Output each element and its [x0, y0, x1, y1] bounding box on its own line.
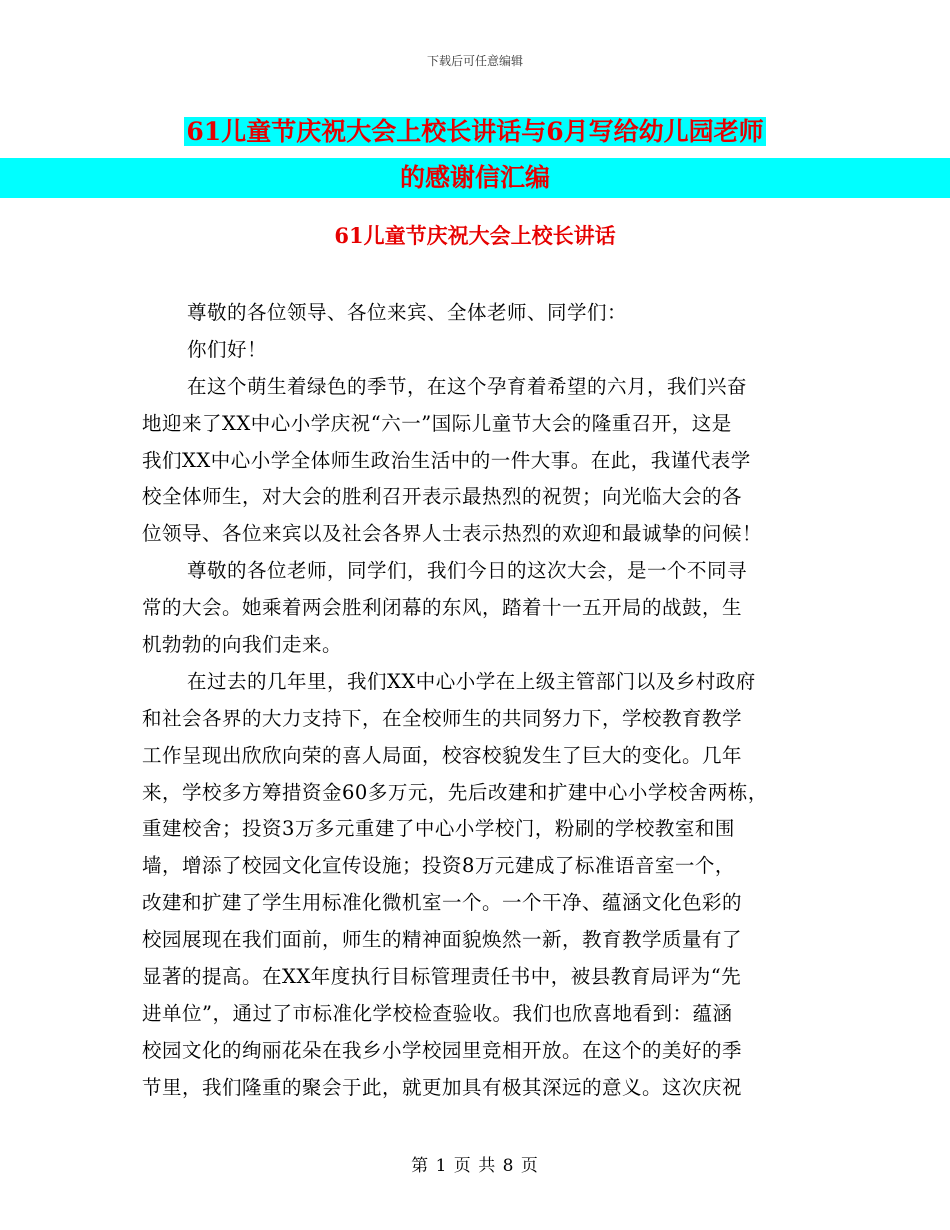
- document-title-line1: 61儿童节庆祝大会上校长讲话与6月写给幼儿园老师: [186, 117, 764, 146]
- paragraph-line: 你们好！: [187, 337, 268, 361]
- paragraph-line: 工作呈现出欣欣向荣的喜人局面，校容校貌发生了巨大的变化。几年: [142, 743, 743, 767]
- paragraph-line: 在这个萌生着绿色的季节，在这个孕育着希望的六月，我们兴奋: [187, 374, 748, 398]
- paragraph-line: 和社会各界的大力支持下，在全校师生的共同努力下，学校教育教学: [142, 706, 743, 730]
- paragraph-line: 尊敬的各位领导、各位来宾、全体老师、同学们：: [187, 301, 628, 324]
- body-text: [142, 295, 812, 1107]
- paragraph-line: 校全体师生，对大会的胜利召开表示最热烈的祝贺；向光临大会的各: [142, 485, 743, 509]
- paragraph-line: 进单位”，通过了市标准化学校检查验收。我们也欣喜地看到：蕴涵: [142, 1001, 733, 1025]
- page-header: 下载后可任意编辑: [426, 54, 523, 68]
- paragraph-line: 节里，我们隆重的聚会于此，就更加具有极其深远的意义。这次庆祝: [142, 1075, 743, 1099]
- paragraph-line: 校园文化的绚丽花朵在我乡小学校园里竞相开放。在这个的美好的季: [142, 1038, 743, 1062]
- paragraph-line: 机勃勃的向我们走来。: [142, 633, 343, 657]
- paragraph-line: 重建校舍；投资3万多元重建了中心小学校门，粉刷的学校教室和围: [142, 817, 735, 841]
- paragraph-line: 常的大会。她乘着两会胜利闭幕的东风，踏着十一五开局的战鼓，生: [142, 596, 743, 620]
- section-title: 61儿童节庆祝大会上校长讲话: [334, 223, 616, 248]
- paragraph-line: 改建和扩建了学生用标准化微机室一个。一个干净、蕴涵文化色彩的: [142, 891, 743, 915]
- paragraph-line: 来，学校多方筹措资金60多万元，先后改建和扩建中心小学校舍两栋，: [142, 780, 768, 804]
- paragraph-line: 显著的提高。在XX年度执行目标管理责任书中，被县教育局评为“先: [142, 965, 742, 989]
- paragraph-line: 地迎来了XX中心小学庆祝“六一”国际儿童节大会的隆重召开，这是: [142, 411, 732, 435]
- paragraph-line: 位领导、各位来宾以及社会各界人士表示热烈的欢迎和最诚挚的问候！: [142, 522, 763, 546]
- paragraph-line: 尊敬的各位老师，同学们，我们今日的这次大会，是一个不同寻: [187, 559, 748, 583]
- document-title-line2: 的感谢信汇编: [399, 163, 550, 192]
- document-title: [0, 112, 950, 198]
- paragraph-line: 墙，增添了校园文化宣传设施；投资8万元建成了标准语音室一个，: [142, 854, 735, 878]
- paragraph-line: 我们XX中心小学全体师生政治生活中的一件大事。在此，我谨代表学: [142, 448, 751, 472]
- paragraph-line: 校园展现在我们面前，师生的精神面貌焕然一新，教育教学质量有了: [142, 928, 743, 952]
- page-footer: 第 1 页 共 8 页: [411, 1156, 539, 1176]
- paragraph-line: 在过去的几年里，我们XX中心小学在上级主管部门以及乡村政府: [187, 669, 756, 693]
